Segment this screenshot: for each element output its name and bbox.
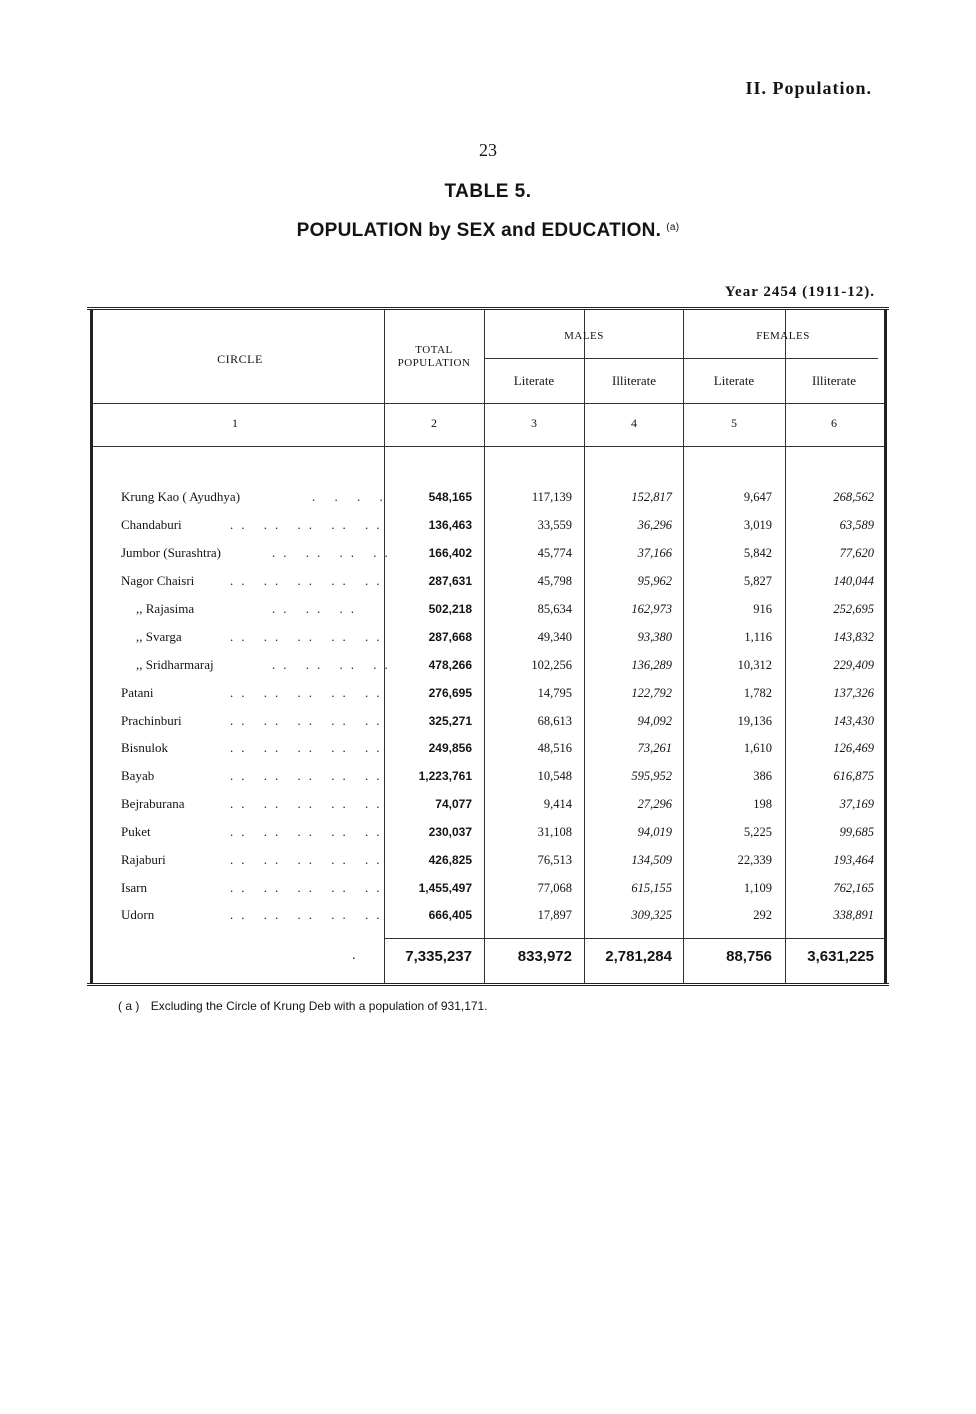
circle-name: ,, Sridharmaraj: [136, 657, 214, 672]
circle-name: Bejraburana: [121, 796, 185, 811]
footnote-mark: ( a ): [118, 999, 140, 1013]
leader-dots: .. .. .. .. ..: [230, 573, 388, 588]
table-row: [0, 657, 976, 677]
males-literate: 33,559: [537, 518, 572, 532]
total-population: 276,695: [428, 686, 472, 700]
leader-dots: .. .. .. .. ..: [230, 796, 388, 811]
males-illiterate: 162,973: [631, 602, 672, 616]
circle-name: Puket: [121, 824, 151, 839]
leader-dots: .. .. .. ..: [272, 657, 396, 672]
circle-name: Isarn: [121, 880, 147, 895]
males-illiterate: 136,289: [631, 658, 672, 672]
table-row: [0, 880, 976, 900]
females-illiterate: 37,169: [839, 797, 874, 811]
leader-dots: .. .. .. .. ..: [230, 629, 388, 644]
females-illiterate: 268,562: [833, 490, 874, 504]
males-literate: 10,548: [537, 769, 572, 783]
leader-dots: .. .. .. .. ..: [230, 740, 388, 755]
leader-dots: .. .. .. .. ..: [230, 713, 388, 728]
circle-name: Chandaburi: [121, 517, 182, 532]
total-population: 249,856: [428, 741, 472, 755]
circle-name: Prachinburi: [121, 713, 182, 728]
total-population: 478,266: [428, 658, 472, 672]
column-number: 2: [431, 416, 437, 430]
males-literate: 76,513: [537, 853, 572, 867]
table-row: [0, 907, 976, 927]
males-illiterate: 309,325: [631, 908, 672, 922]
header-females-illiterate: Illiterate: [811, 373, 857, 388]
total-population: 325,271: [428, 714, 472, 728]
females-illiterate: 762,165: [833, 881, 874, 895]
table-row: [0, 796, 976, 816]
males-illiterate: 73,261: [637, 741, 672, 755]
males-illiterate: 36,296: [637, 518, 672, 532]
leader-dots: .. .. .. ..: [272, 545, 396, 560]
table-row: [0, 685, 976, 705]
total-population: 287,668: [428, 630, 472, 644]
males-illiterate: 93,380: [637, 630, 672, 644]
section-header: II. Population.: [745, 78, 872, 98]
table-row: [0, 824, 976, 844]
total-population: 230,037: [428, 825, 472, 839]
circle-name: Bayab: [121, 768, 155, 783]
table-row: [0, 852, 976, 872]
footnote-text: Excluding the Circle of Krung Deb with a population of 931,171.: [150, 999, 488, 1013]
females-illiterate: 137,326: [833, 686, 874, 700]
leader-dots: .. .. .. .. ..: [230, 907, 388, 922]
total-population: 666,405: [428, 908, 472, 922]
group-header-rule: [484, 358, 878, 359]
males-literate: 117,139: [531, 490, 572, 504]
circle-name: Bisnulok: [121, 740, 168, 755]
total-population: 136,463: [428, 518, 472, 532]
grand-total-population: 7,335,237: [405, 948, 472, 965]
totals-marker: .: [352, 948, 356, 963]
total-population: 548,165: [428, 490, 472, 504]
females-literate: 5,842: [743, 546, 772, 560]
females-illiterate: 143,832: [833, 630, 874, 644]
males-literate: 9,414: [543, 797, 572, 811]
females-literate: 198: [753, 797, 772, 811]
males-illiterate: 122,792: [631, 686, 672, 700]
table-row: [0, 573, 976, 593]
header-circle: CIRCLE: [217, 352, 263, 366]
females-literate: 5,827: [743, 574, 772, 588]
females-illiterate: 338,891: [833, 908, 874, 922]
year-label: Year 2454 (1911-12).: [724, 284, 875, 300]
females-illiterate: 126,469: [833, 741, 874, 755]
header-males-illiterate: Illiterate: [611, 373, 657, 388]
females-illiterate: 77,620: [839, 546, 874, 560]
females-illiterate: 99,685: [839, 825, 874, 839]
leader-dots: . . . .: [312, 489, 391, 504]
females-literate: 1,782: [743, 686, 772, 700]
females-literate: 1,610: [743, 741, 772, 755]
males-literate: 45,774: [537, 546, 572, 560]
females-literate: 10,312: [737, 658, 772, 672]
males-literate: 102,256: [531, 658, 572, 672]
circle-name: Krung Kao ( Ayudhya): [121, 489, 241, 504]
females-illiterate: 63,589: [839, 518, 874, 532]
females-illiterate: 140,044: [833, 574, 874, 588]
totals-row: [0, 948, 976, 972]
header-total-line2: POPULATION: [397, 357, 471, 369]
column-number: 6: [831, 416, 837, 430]
males-literate: 45,798: [537, 574, 572, 588]
males-literate: 77,068: [537, 881, 572, 895]
table-row: [0, 601, 976, 621]
leader-dots: .. .. .. .. ..: [230, 852, 388, 867]
total-males-literate: 833,972: [517, 948, 572, 965]
leader-dots: .. .. .. .. ..: [230, 685, 388, 700]
leader-dots: .. .. .. .. ..: [230, 880, 388, 895]
females-literate: 1,116: [744, 630, 772, 644]
males-illiterate: 37,166: [637, 546, 672, 560]
subtitle-note-mark: (a): [666, 222, 680, 233]
circle-name: ,, Svarga: [136, 629, 182, 644]
footnote: [118, 999, 488, 1013]
leader-dots: .. .. .. .. ..: [230, 768, 388, 783]
females-literate: 5,225: [743, 825, 772, 839]
total-population: 502,218: [428, 602, 472, 616]
column-number-rule: [93, 446, 884, 447]
page-number: 23: [479, 140, 497, 160]
table-subtitle-text: POPULATION by SEX and EDUCATION.: [296, 220, 662, 241]
females-literate: 916: [753, 602, 772, 616]
header-total-line1: TOTAL: [415, 344, 453, 356]
totals-rule: [384, 938, 884, 939]
females-illiterate: 616,875: [833, 769, 874, 783]
circle-name: Patani: [121, 685, 154, 700]
males-illiterate: 94,092: [637, 714, 672, 728]
males-illiterate: 27,296: [637, 797, 672, 811]
header-total-population: [386, 344, 482, 370]
table-row: [0, 629, 976, 649]
males-illiterate: 595,952: [631, 769, 672, 783]
total-population: 287,631: [428, 574, 472, 588]
column-number: 5: [731, 416, 737, 430]
males-literate: 85,634: [537, 602, 572, 616]
males-illiterate: 95,962: [637, 574, 672, 588]
males-literate: 31,108: [537, 825, 572, 839]
header-males: MALES: [564, 330, 604, 342]
table-row: [0, 713, 976, 733]
circle-name: Udorn: [121, 907, 155, 922]
females-literate: 22,339: [737, 853, 772, 867]
table-row: [0, 489, 976, 509]
total-females-literate: 88,756: [726, 948, 772, 965]
males-literate: 14,795: [537, 686, 572, 700]
males-literate: 68,613: [537, 714, 572, 728]
circle-name: ,, Rajasima: [136, 601, 195, 616]
females-illiterate: 193,464: [833, 853, 874, 867]
females-literate: 1,109: [743, 881, 772, 895]
females-literate: 386: [753, 769, 772, 783]
total-population: 1,223,761: [418, 769, 472, 783]
females-literate: 3,019: [743, 518, 772, 532]
circle-name: Nagor Chaisri: [121, 573, 195, 588]
females-illiterate: 252,695: [833, 602, 874, 616]
females-illiterate: 229,409: [833, 658, 874, 672]
header-females: FEMALES: [756, 330, 810, 342]
males-illiterate: 134,509: [631, 853, 672, 867]
column-number: 1: [232, 416, 238, 430]
leader-dots: .. .. ..: [272, 601, 362, 616]
total-males-illiterate: 2,781,284: [605, 948, 672, 965]
table-row: [0, 517, 976, 537]
total-females-illiterate: 3,631,225: [807, 948, 874, 965]
header-males-literate: Literate: [513, 373, 555, 388]
column-number: 4: [631, 416, 637, 430]
circle-name: Jumbor (Surashtra): [121, 545, 222, 560]
males-illiterate: 94,019: [637, 825, 672, 839]
females-illiterate: 143,430: [833, 714, 874, 728]
header-rule: [93, 403, 884, 404]
males-illiterate: 152,817: [631, 490, 672, 504]
males-literate: 48,516: [537, 741, 572, 755]
males-literate: 17,897: [537, 908, 572, 922]
circle-name: Rajaburi: [121, 852, 166, 867]
table-row: [0, 740, 976, 760]
males-illiterate: 615,155: [631, 881, 672, 895]
table-row: [0, 768, 976, 788]
header-females-literate: Literate: [713, 373, 755, 388]
table-row: [0, 545, 976, 565]
males-literate: 49,340: [537, 630, 572, 644]
females-literate: 9,647: [743, 490, 772, 504]
total-population: 166,402: [428, 546, 472, 560]
females-literate: 292: [753, 908, 772, 922]
column-number: 3: [531, 416, 537, 430]
total-population: 426,825: [428, 853, 472, 867]
total-population: 74,077: [435, 797, 472, 811]
total-population: 1,455,497: [418, 881, 472, 895]
table-title: TABLE 5.: [444, 181, 532, 202]
females-literate: 19,136: [737, 714, 772, 728]
leader-dots: .. .. .. .. ..: [230, 824, 388, 839]
table-subtitle: [0, 220, 976, 242]
leader-dots: .. .. .. .. ..: [230, 517, 388, 532]
